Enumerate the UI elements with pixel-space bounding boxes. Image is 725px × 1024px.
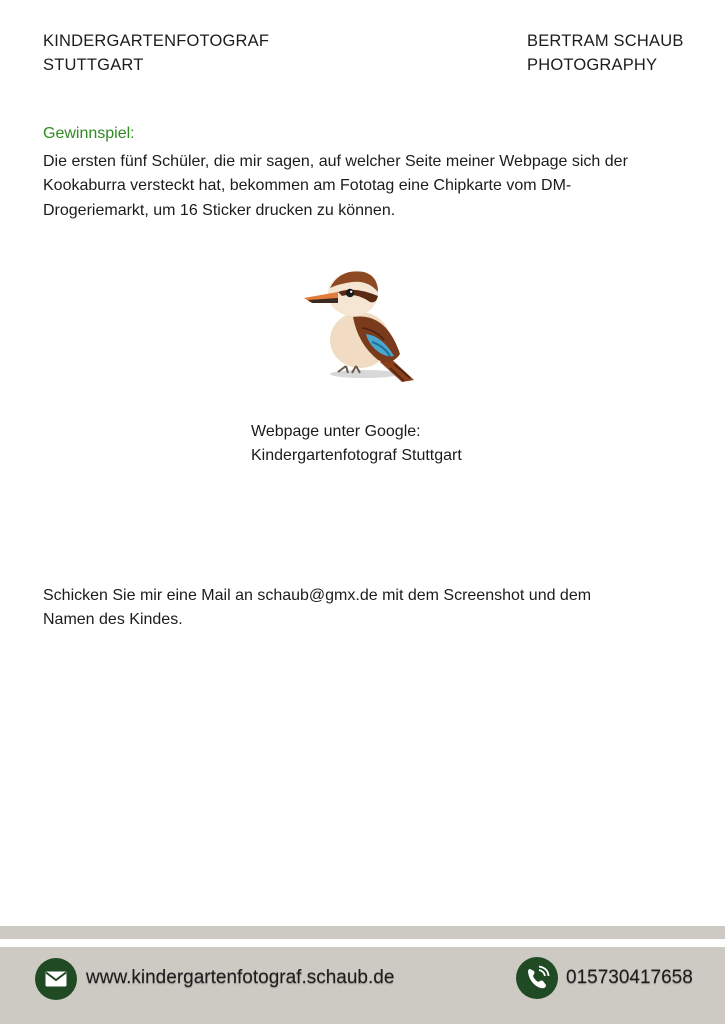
contest-text	[43, 150, 683, 223]
mail-instruction	[43, 584, 683, 633]
contest-text-line: Kookaburra versteckt hat, bekommen am Fototag eine Chipkarte vom DM-	[43, 177, 572, 195]
header-title-line1: KINDERGARTENFOTOGRAF	[43, 32, 270, 50]
envelope-icon	[35, 958, 77, 1000]
webpage-hint-search-term: Kindergartenfotograf Stuttgart	[251, 447, 462, 464]
webpage-hint-label: Webpage unter Google:	[251, 423, 421, 440]
contest-text-line: Drogeriemarkt, um 16 Sticker drucken zu können.	[43, 201, 396, 219]
mail-instruction-line: Schicken Sie mir eine Mail an schaub@gmx.de mit dem Screenshot und dem	[43, 587, 592, 604]
kookaburra-illustration	[298, 262, 424, 388]
webpage-hint	[251, 420, 462, 468]
phone-number[interactable]: 015730417658	[566, 967, 693, 988]
footer	[0, 947, 725, 1024]
photographer-name: BERTRAM SCHAUB	[527, 32, 684, 50]
mail-instruction-line: Namen des Kindes.	[43, 611, 183, 629]
contest-text-line: Die ersten fünf Schüler, die mir sagen, auf welcher Seite meiner Webpage sich der	[43, 153, 628, 170]
header-right	[527, 29, 684, 77]
photographer-subtitle: PHOTOGRAPHY	[527, 56, 658, 74]
contest-heading: Gewinnspiel:	[43, 125, 135, 142]
footer-divider-stripe	[0, 926, 725, 939]
header-title-line2: STUTTGART	[43, 56, 144, 74]
header-left	[43, 29, 269, 77]
phone-icon	[516, 957, 558, 999]
website-link[interactable]: www.kindergartenfotograf.schaub.de	[86, 967, 395, 988]
